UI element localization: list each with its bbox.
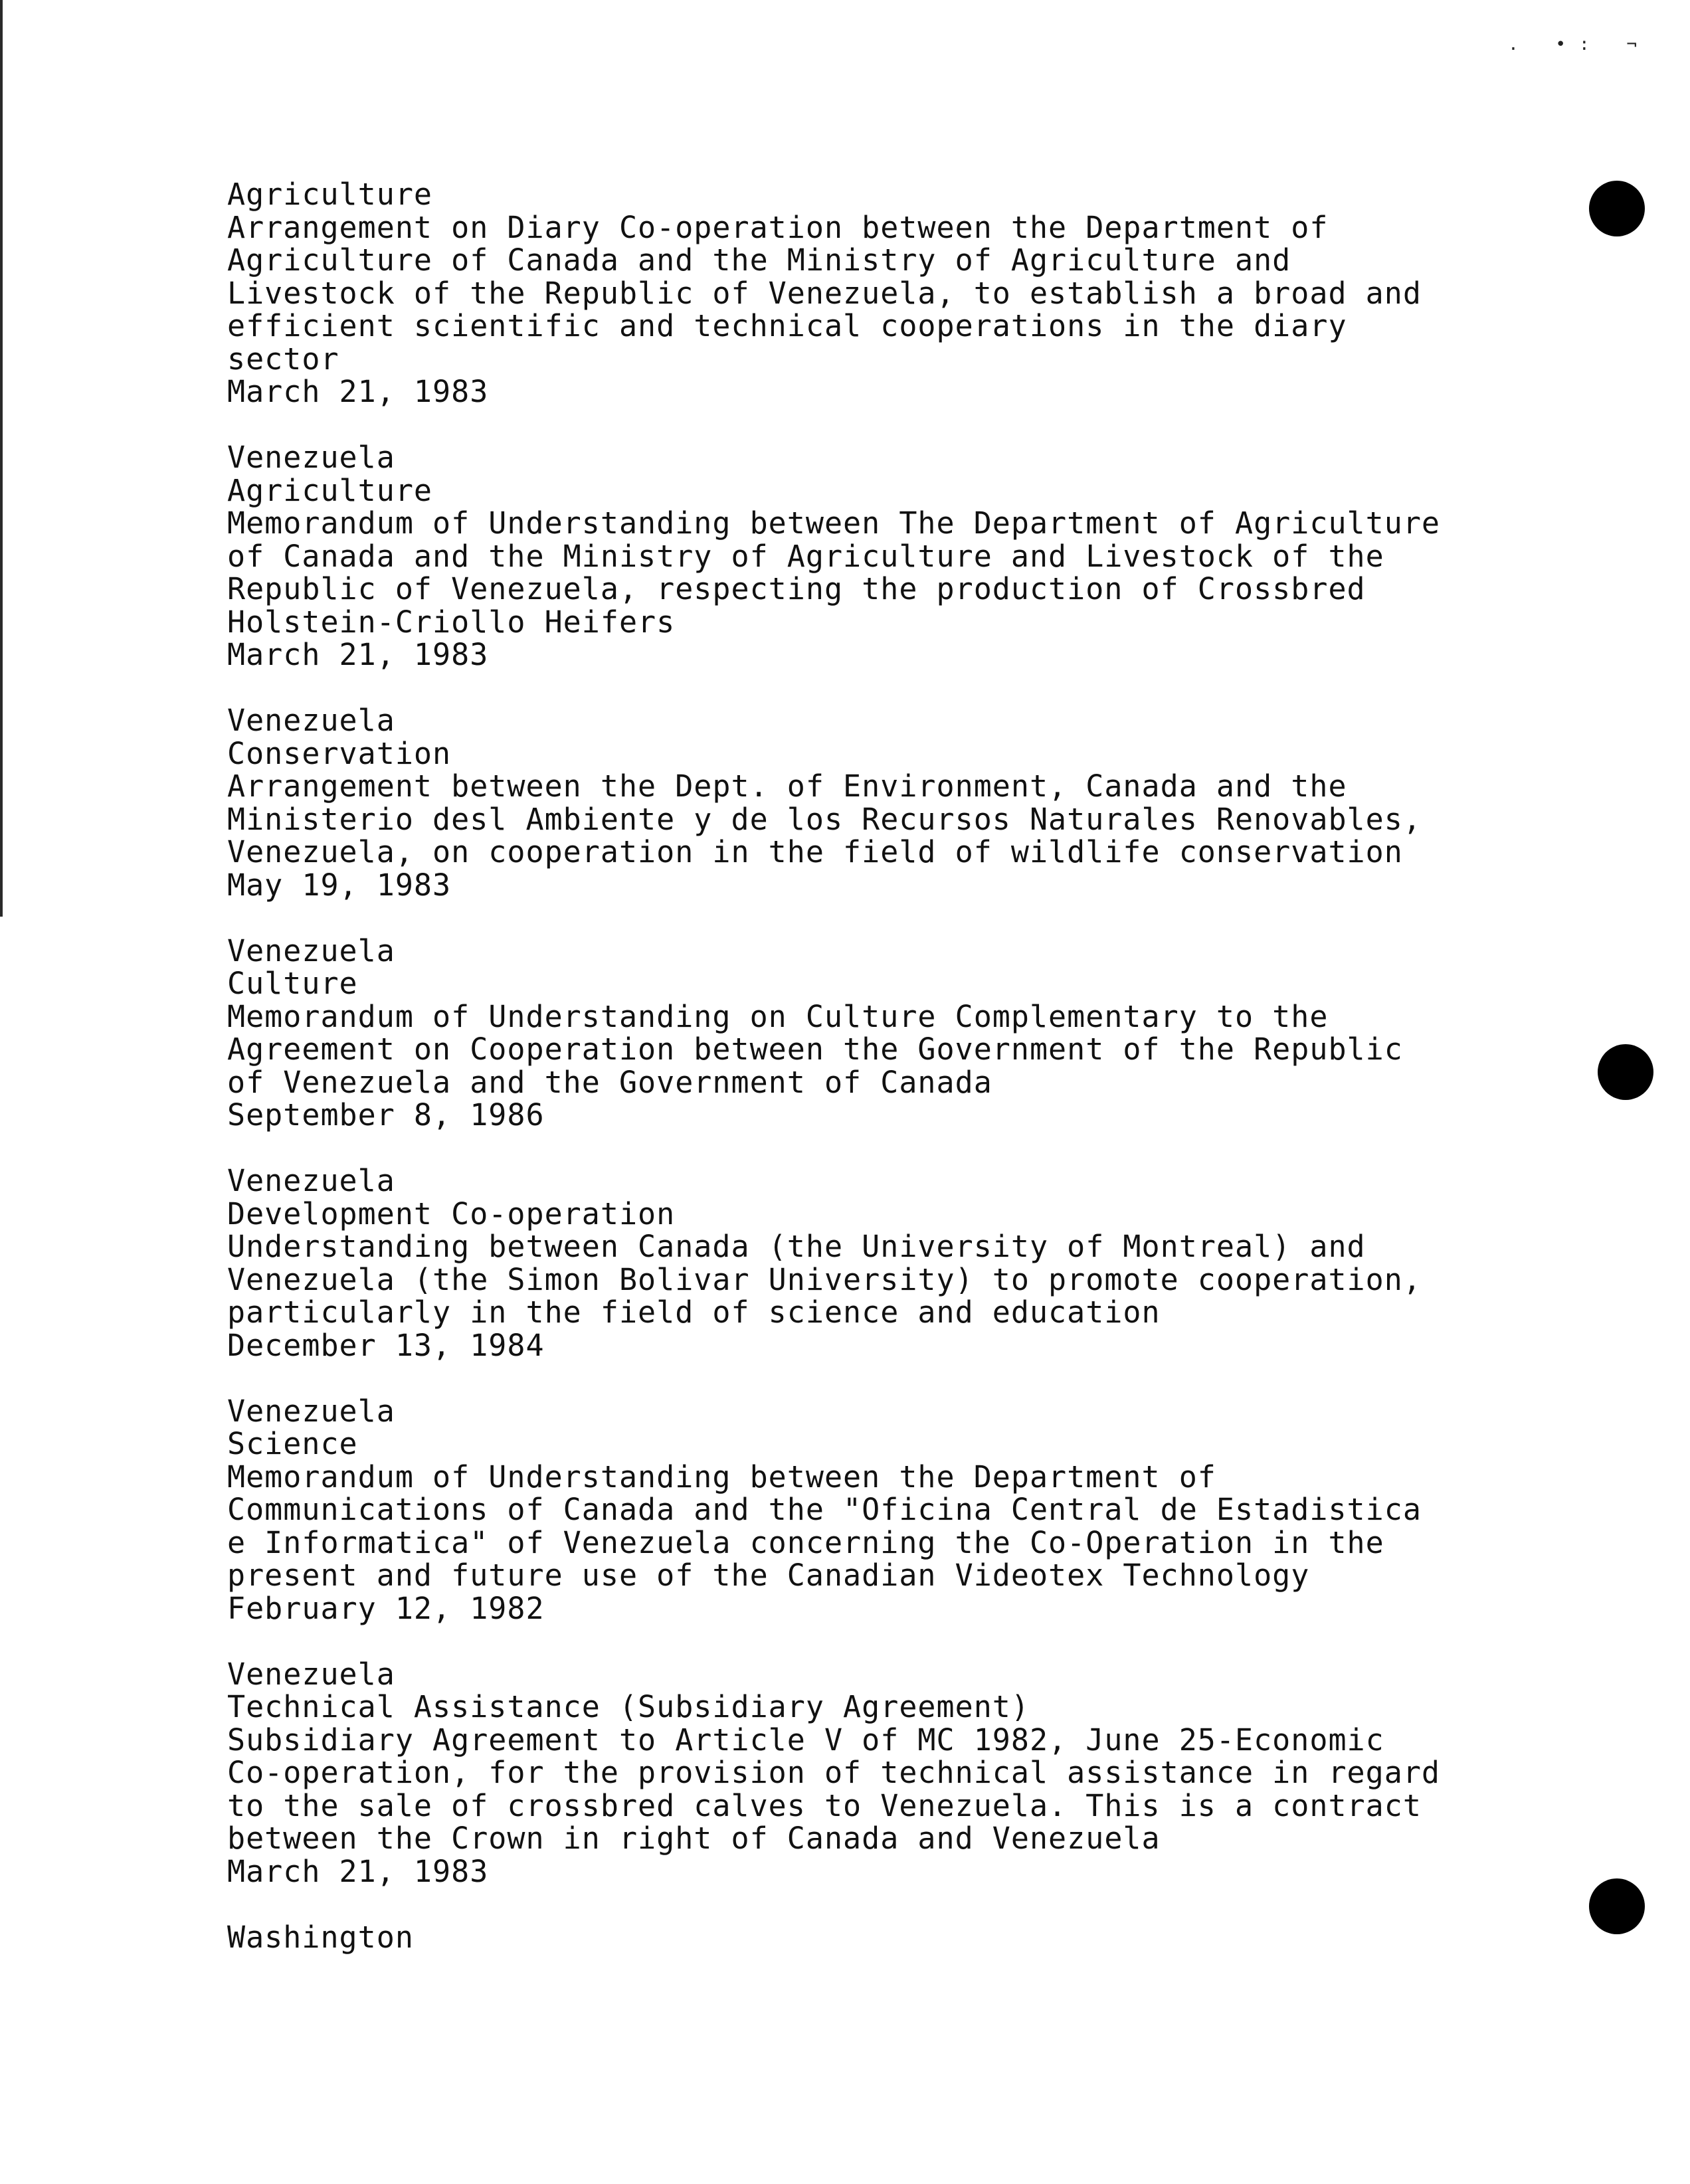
entry-date: March 21, 1983 [227, 1853, 489, 1889]
entry-description-line: efficient scientific and technical cooperations in the diary [227, 308, 1347, 343]
agreement-entry [227, 441, 1589, 672]
entry-description-line: particularly in the field of science and education [227, 1295, 1161, 1330]
agreement-entry [227, 1395, 1589, 1625]
entry-country: Venezuela [227, 703, 395, 738]
entry-description-line: Subsidiary Agreement to Article V of MC 1982, June 25-Economic [227, 1722, 1384, 1758]
agreement-entry [227, 704, 1589, 901]
entry-description-line: Arrangement between the Dept. of Environment, Canada and the [227, 769, 1347, 804]
entry-description-line: of Venezuela and the Government of Canada [227, 1064, 992, 1100]
agreement-entry [227, 1164, 1589, 1362]
entry-description-line: Venezuela (the Simon Bolivar University) to promote cooperation, [227, 1261, 1422, 1297]
entry-description-line: of Canada and the Ministry of Agriculture and Livestock of the [227, 538, 1384, 574]
entry-description-line: e Informatica" of Venezuela concerning the Co-Operation in the [227, 1524, 1384, 1560]
entry-subject: Conservation [227, 735, 452, 771]
entry-description-line: Memorandum of Understanding between the Department of [227, 1459, 1216, 1495]
entry-country: Venezuela [227, 1393, 395, 1429]
entry-date: September 8, 1986 [227, 1097, 545, 1133]
agreement-entry [227, 1658, 1589, 1888]
punch-hole-icon [1589, 1878, 1645, 1934]
entry-description-line: Agriculture of Canada and the Ministry of Agriculture and [227, 242, 1291, 278]
entry-date: March 21, 1983 [227, 374, 489, 409]
entry-subject: Science [227, 1426, 358, 1461]
entry-description-line: Communications of Canada and the "Oficina Central de Estadistica [227, 1492, 1422, 1527]
entry-description-line: sector [227, 341, 339, 377]
entry-country: Venezuela [227, 1163, 395, 1198]
entry-subject: Agriculture [227, 472, 433, 508]
entry-description-line: Ministerio desl Ambiente y de los Recursos Naturales Renovables, [227, 801, 1422, 837]
punch-hole-icon [1589, 181, 1645, 236]
entry-description-line: present and future use of the Canadian Videotex Technology [227, 1558, 1310, 1593]
corner-marks: . •: ¬ [1508, 35, 1650, 54]
entry-country: Venezuela [227, 440, 395, 475]
entry-date: February 12, 1982 [227, 1590, 545, 1626]
scan-edge-shadow [0, 0, 3, 917]
entry-description-line: Holstein-Criollo Heifers [227, 604, 676, 640]
entry-description-line: to the sale of crossbred calves to Venezuela. This is a contract [227, 1787, 1422, 1823]
entry-date: March 21, 1983 [227, 637, 489, 672]
agreement-entry [227, 178, 1589, 409]
entry-description-line: Co-operation, for the provision of technical assistance in regard [227, 1755, 1440, 1790]
agreement-entry [227, 1921, 1589, 1954]
entry-description-line: Arrangement on Diary Co-operation between the Department of [227, 209, 1329, 245]
entry-date: May 19, 1983 [227, 867, 452, 903]
agreement-entry [227, 935, 1589, 1132]
entry-description-line: Understanding between Canada (the University of Montreal) and [227, 1229, 1366, 1264]
agreement-list [227, 178, 1589, 1987]
entry-subject: Technical Assistance (Subsidiary Agreement) [227, 1689, 1030, 1724]
entry-country: Venezuela [227, 1656, 395, 1692]
punch-hole-icon [1598, 1044, 1653, 1100]
entry-description-line: Republic of Venezuela, respecting the production of Crossbred [227, 571, 1366, 606]
entry-subject: Agriculture [227, 177, 433, 212]
entry-country: Venezuela [227, 933, 395, 968]
entry-description-line: Livestock of the Republic of Venezuela, to establish a broad and [227, 275, 1422, 311]
entry-description-line: Agreement on Cooperation between the Government of the Republic [227, 1032, 1403, 1067]
entry-subject: Development Co-operation [227, 1196, 676, 1231]
entry-description-line: Venezuela, on cooperation in the field of wildlife conservation [227, 834, 1403, 869]
entry-date: December 13, 1984 [227, 1327, 545, 1363]
entry-description-line: between the Crown in right of Canada and Venezuela [227, 1821, 1161, 1856]
entry-subject: Culture [227, 966, 358, 1001]
entry-country: Washington [227, 1919, 414, 1955]
entry-description-line: Memorandum of Understanding between The Department of Agriculture [227, 505, 1440, 541]
entry-description-line: Memorandum of Understanding on Culture Complementary to the [227, 998, 1329, 1034]
